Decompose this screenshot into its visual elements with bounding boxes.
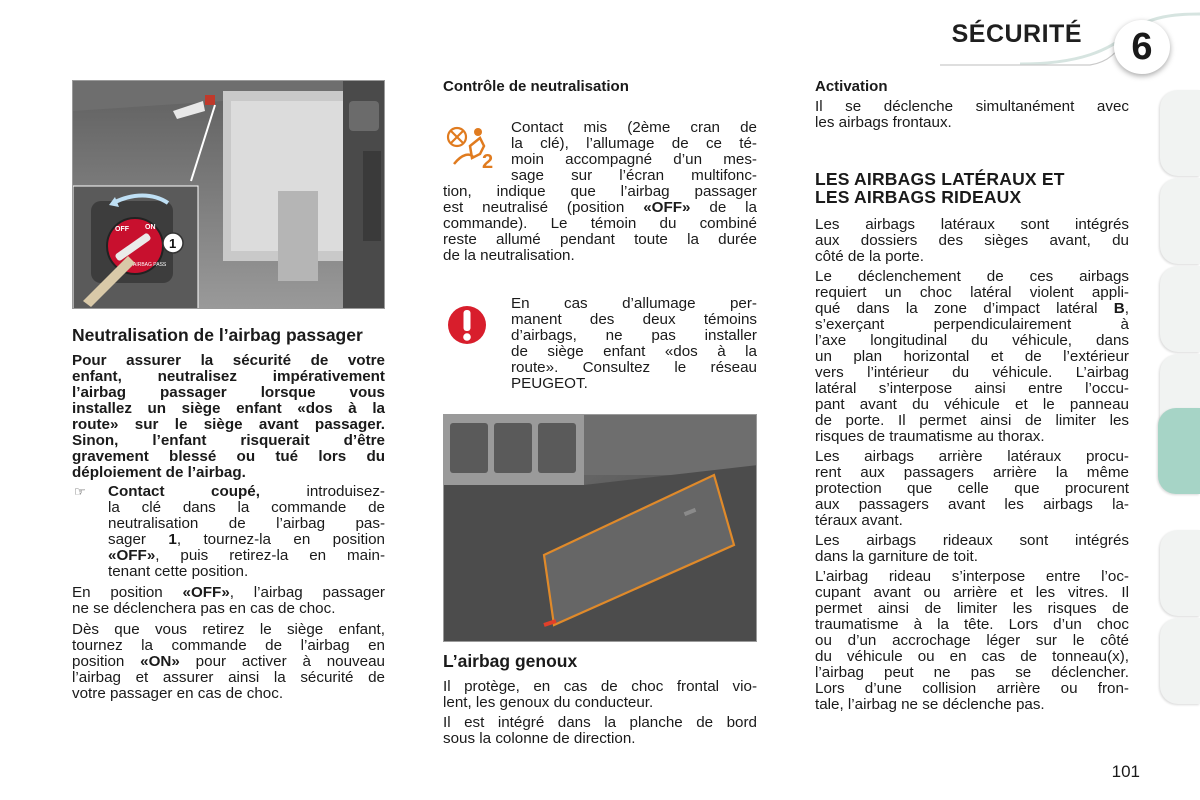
control-line: Contact mis (2ème cran de: [511, 119, 757, 136]
page-number: 101: [1111, 762, 1140, 781]
column-1: [72, 326, 385, 702]
control-heading: Contrôle de neutralisation: [443, 78, 629, 95]
switch-label-on: ON: [145, 224, 156, 231]
control-line: commande). Le témoin du combiné: [443, 215, 757, 232]
paragraph-4: [815, 533, 1129, 565]
p-line: latéral s’interpose ainsi entre l’occu-: [815, 380, 1129, 397]
control-line: tion, indique que l’airbag passager: [443, 183, 757, 200]
warning-line: route». Consultez le réseau: [511, 359, 757, 376]
side-tab-1[interactable]: [1160, 90, 1200, 176]
callout-1: 1: [169, 236, 177, 251]
bullet-line: sager 1, tournez-la en position: [108, 531, 386, 548]
paragraph-1: [815, 217, 1129, 265]
warning-line: gravement blessé ou tué lors du: [72, 448, 385, 465]
p-line: cupant avant ou arrière et les vitres. Il: [815, 584, 1129, 601]
p-line: aux passagers avant les airbags la-: [815, 496, 1129, 513]
warning-line: En cas d’allumage per-: [511, 295, 757, 312]
p-line: traumatisme à la tête. Lors d’un choc: [815, 616, 1129, 633]
warning-line: enfant, neutralisez impérativement: [72, 368, 385, 385]
para-line: position «ON» pour activer à nouveau: [72, 653, 385, 670]
p-line: Les airbags rideaux sont intégrés: [815, 532, 1129, 549]
p-line: dans la garniture de toit.: [815, 548, 978, 565]
p-line: L’airbag rideau s’interpose entre l’oc-: [815, 568, 1129, 585]
p-line: protection que celle que procurent: [815, 480, 1129, 497]
control-line: est neutralisé (position «OFF» de la: [443, 199, 757, 216]
paragraph-3: [815, 449, 1129, 529]
chapter-number-badge: 6: [1114, 20, 1170, 74]
control-line: la clé), l’allumage de ce té-: [511, 135, 757, 152]
child-seat-warning: [511, 296, 757, 392]
bullet-line: tenant cette position.: [108, 563, 249, 580]
chapter-side-tabs: [1158, 90, 1200, 720]
warning-line: manent des deux témoins: [511, 311, 757, 328]
p-line: aux dossiers des sièges avant, du: [815, 232, 1129, 249]
warning-line: PEUGEOT.: [511, 375, 588, 392]
side-tab-5-active[interactable]: [1158, 408, 1200, 494]
paragraph-2: [815, 269, 1129, 445]
control-text: [443, 120, 757, 264]
knee-airbag-photo: [443, 414, 757, 642]
column-3: [815, 78, 1129, 713]
control-line: reste allumé pendant toute la durée: [443, 231, 757, 248]
para-line: Dès que vous retirez le siège enfant,: [72, 621, 385, 638]
warning-line: route» sur le siège avant passager.: [72, 416, 385, 433]
p-line: Lors d’une collision arrière ou fron-: [815, 680, 1129, 697]
bullet-line: neutralisation de l’airbag pas-: [108, 515, 385, 532]
control-line: sage sur l’écran multifonc-: [511, 167, 757, 184]
bullet-line: la clé dans la commande de: [108, 499, 385, 516]
indicator-number: 2: [482, 151, 494, 172]
procedure-bullet: [72, 484, 385, 580]
p-line: un plan horizontal et de l’extérieur: [815, 348, 1129, 365]
column-2: [443, 78, 757, 95]
pointing-hand-icon: ☞: [74, 484, 86, 499]
p-line: téraux avant.: [815, 512, 903, 529]
side-tab-3[interactable]: [1160, 266, 1200, 352]
knee-line: sous la colonne de direction.: [443, 730, 636, 747]
p-line: Les airbags latéraux sont intégrés: [815, 216, 1129, 233]
side-tab-2[interactable]: [1160, 178, 1200, 264]
knee-airbag-heading: L’airbag genoux: [443, 651, 578, 671]
para-line: votre passager en cas de choc.: [72, 685, 284, 702]
warning-exclamation-icon: [447, 302, 487, 348]
knee-line: lent, les genoux du conducteur.: [443, 694, 654, 711]
warning-line: l’airbag passager lorsque vous: [72, 384, 385, 401]
warning-line: Pour assurer la sécurité de votre: [72, 352, 385, 369]
knee-line: Il protège, en cas de choc frontal vio-: [443, 678, 757, 695]
p-line: pant avant du véhicule et le panneau: [815, 396, 1129, 413]
side-tab-7[interactable]: [1160, 618, 1200, 704]
side-tab-6[interactable]: [1160, 530, 1200, 616]
bullet-line: «OFF», puis retirez-la en main-: [108, 547, 385, 564]
warning-line: Sinon, l’enfant risquerait d’être: [72, 432, 385, 449]
p-line: s’exerçant perpendiculairement à: [815, 316, 1129, 333]
passenger-airbag-switch-photo: [72, 80, 385, 309]
para-line: tournez la commande de l’airbag en: [72, 637, 385, 654]
p-line: Le déclenchement de ces airbags: [815, 268, 1129, 285]
control-line: moin accompagné d’un mes-: [511, 151, 757, 168]
section-heading-line: LES AIRBAGS LATÉRAUX ET: [815, 169, 1065, 189]
p-line: risques de traumatisme au thorax.: [815, 428, 1045, 445]
p-line: vers l’intérieur du véhicule. L’airbag: [815, 364, 1129, 381]
p-line: ou d’un accrochage léger sur le côté: [815, 632, 1129, 649]
p-line: tale, l’airbag ne se déclenche pas.: [815, 696, 1045, 713]
p-line: l’airbag peut ne pas se déclencher.: [815, 664, 1129, 681]
p-line: qué dans la zone d’impact latéral B,: [815, 300, 1129, 317]
control-line: de la neutralisation.: [443, 247, 575, 264]
p-line: requiert un choc latéral violent appli-: [815, 284, 1129, 301]
switch-label-off: OFF: [115, 226, 129, 233]
activation-heading: Activation: [815, 78, 888, 95]
knee-airbag-section: [443, 652, 757, 747]
para-line: En position «OFF», l’airbag passager: [72, 584, 385, 601]
warning-line: de siège enfant «dos à la: [511, 343, 757, 360]
paragraph-5: [815, 569, 1129, 713]
activation-line: Il se déclenche simultanément avec: [815, 98, 1129, 115]
side-curtain-heading: [815, 170, 1129, 206]
warning-line: installez un siège enfant «dos à la: [72, 400, 385, 417]
warning-line: d’airbags, ne pas installer: [511, 327, 757, 344]
p-line: du véhicule ou en cas de tonneau(x),: [815, 648, 1129, 665]
p-line: l’axe longitudinal du véhicule, dans: [815, 332, 1129, 349]
p-line: Les airbags arrière latéraux procu-: [815, 448, 1129, 465]
p-line: côté de la porte.: [815, 248, 924, 265]
switch-label-airbag: AIRBAG PASS: [133, 262, 167, 268]
section-heading-line: LES AIRBAGS RIDEAUX: [815, 187, 1022, 207]
neutralisation-warning: [72, 353, 385, 481]
knee-line: Il est intégré dans la planche de bord: [443, 714, 757, 731]
p-line: de porte. Il permet ainsi de limiter les: [815, 412, 1129, 429]
bullet-line: Contact coupé, introduisez-: [108, 483, 385, 500]
reactivation-paragraph: [72, 622, 385, 702]
activation-line: les airbags frontaux.: [815, 114, 952, 131]
para-line: ne se déclenchera pas en cas de choc.: [72, 600, 336, 617]
neutralisation-heading: Neutralisation de l’airbag passager: [72, 325, 363, 345]
p-line: rent aux passagers arrière la même: [815, 464, 1129, 481]
para-line: l’airbag et assurer ainsi la sécurité de: [72, 669, 385, 686]
p-line: permet ainsi de limiter les risques de: [815, 600, 1129, 617]
chapter-title: SÉCURITÉ: [951, 20, 1082, 48]
warning-line: déploiement de l’airbag.: [72, 464, 246, 481]
off-position-paragraph: [72, 585, 385, 617]
